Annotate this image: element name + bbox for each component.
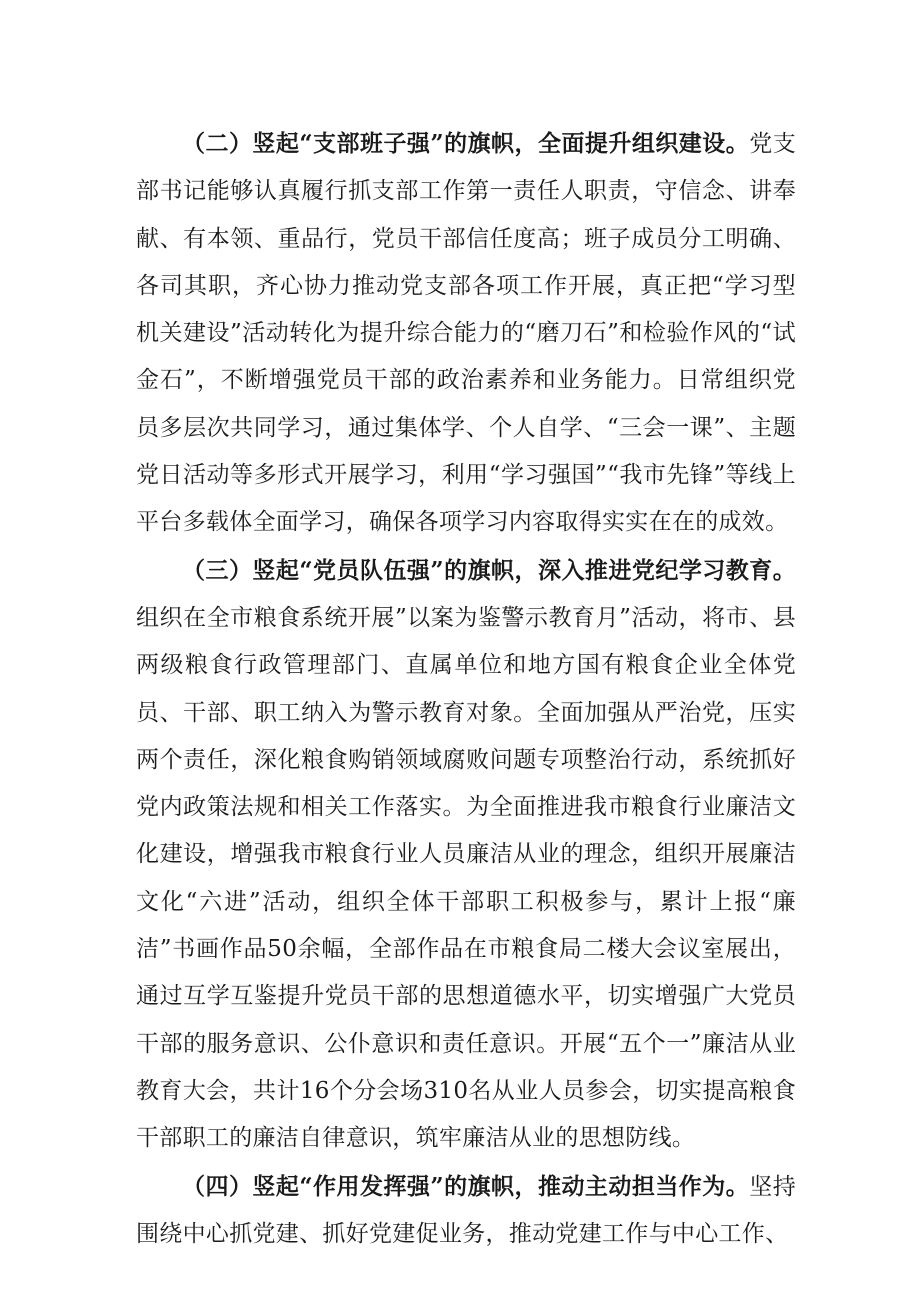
section-heading: （二）竖起“支部班子强”的旗帜，全面提升组织建设。 — [182, 130, 750, 157]
paragraph-section-2 — [136, 120, 796, 547]
section-heading: （四）竖起“作用发挥强”的旗帜，推动主动担当作为。 — [182, 1172, 750, 1200]
section-body-text: 党支部书记能够认真履行抓支部工作第一责任人职责，守信念、讲奉献、有本领、重品行，党员干部信任度高；班子成员分工明确、各司其职，齐心协力推动党支部各项工作开展，真正把“学习型机关建设”活动转化为提升综合能力的“磨刀石”和检验作风的“试金石”，不断增强党员干部的政治素养和业务能力。日常组织党员多层次共同学习，通过集体学、个人自学、“三会一课”、主题党日活动等多形式开展学习，利用“学习强国”“我市先锋”等线上平台多载体全面学习，确保各项学习内容取得实实在在的成效。 — [136, 131, 796, 536]
section-body-text: 坚持围绕中心抓党建、抓好党建促业务，推动党建工作与中心工作、 — [136, 1173, 796, 1247]
paragraph-section-4 — [136, 1163, 796, 1259]
document-body — [136, 120, 796, 1258]
paragraph-section-3 — [136, 547, 796, 1163]
section-heading: （三）竖起“党员队伍强”的旗帜，深入推进党纪学习教育。 — [182, 556, 796, 584]
section-body-text: 组织在全市粮食系统开展”以案为鉴警示教育月”活动，将市、县两级粮食行政管理部门、直属单位和地方国有粮食企业全体党员、干部、职工纳入为警示教育对象。全面加强从严治党，压实两个责任，深化粮食购销领域腐败问题专项整治行动，系统抓好党内政策法规和相关工作落实。为全面推进我市粮食行业廉洁文化建设，增强我市粮食行业人员廉洁从业的理念，组织开展廉洁文化“六进”活动，组织全体干部职工积极参与，累计上报“廉洁”书画作品50余幅，全部作品在市粮食局二楼大会议室展出，通过互学互鉴提升党员干部的思想道德水平，切实增强广大党员干部的服务意识、公仆意识和责任意识。开展“五个一”廉洁从业教育大会，共计16个分会场310名从业人员参会，切实提高粮食干部职工的廉洁自律意识，筑牢廉洁从业的思想防线。 — [136, 604, 796, 1152]
